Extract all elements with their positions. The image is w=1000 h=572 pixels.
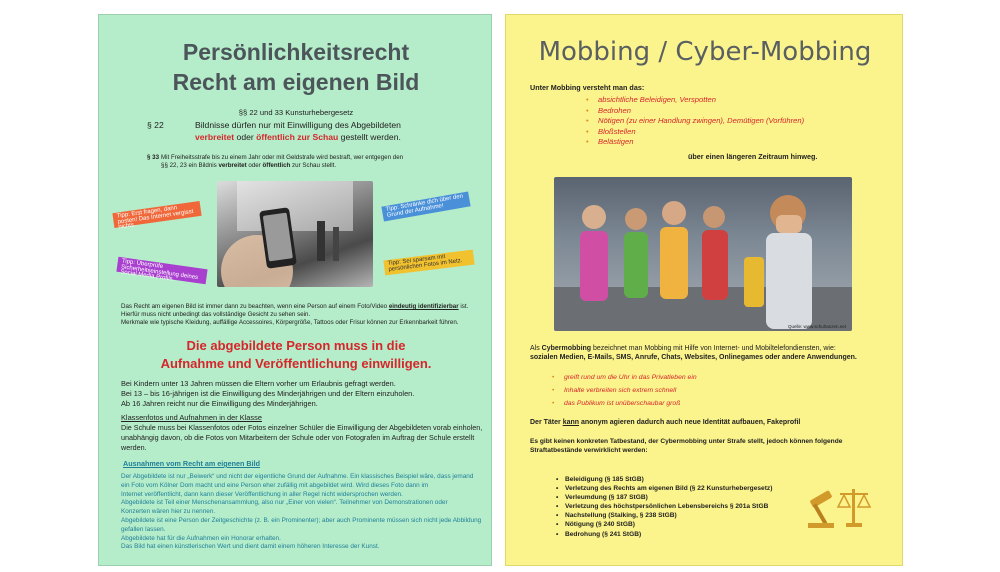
p22-line1: Bildnisse dürfen nur mit Einwilligung des Abgebildeten bbox=[195, 120, 401, 130]
tip-note-blue: Tipp: Schränke dich über den Grund der Aufnahme! bbox=[381, 191, 470, 221]
cyber-list bbox=[552, 371, 697, 410]
identify-line3: Merkmale wie typische Kleidung, auffällige Accessoires, Körpergröße, Tattoos oder Frisur können zur Erkennbarkeit führen. bbox=[121, 319, 459, 326]
p22-number: § 22 bbox=[147, 120, 164, 130]
bullying-photo bbox=[554, 177, 852, 331]
right-title: Mobbing / Cyber-Mobbing bbox=[538, 37, 872, 67]
left-poster bbox=[98, 14, 492, 566]
exception-item: gefallen lassen. bbox=[121, 525, 166, 533]
offense-item: • Verletzung des höchstpersönlichen Lebensbereichs § 201a StGB bbox=[556, 502, 772, 511]
exceptions-list bbox=[121, 473, 483, 552]
identify-line2: Hierfür muss nicht unbedingt das vollständige Gesicht zu sehen sein. bbox=[121, 311, 311, 318]
cyber-item: • greift rund um die Uhr in das Privatleben ein bbox=[552, 371, 697, 384]
p22-red-verbreitet: verbreitet bbox=[195, 132, 235, 142]
p33-number: § 33 bbox=[147, 154, 160, 161]
class-text-line: werden. bbox=[121, 443, 147, 452]
mobbing-item: • absichtliche Beleidigen, Verspotten bbox=[586, 95, 804, 106]
law-heading: §§ 22 und 33 Kunsturhebergesetz bbox=[238, 108, 354, 117]
offense-item: • Nachstellung (Stalking, § 238 StGB) bbox=[556, 511, 772, 520]
mobbing-period: über einen längeren Zeitraum hinweg. bbox=[688, 152, 818, 161]
exception-item: Konzerten wären hier zu nennen. bbox=[121, 508, 216, 516]
photo-credit: Quelle: www.schulranzen.net bbox=[787, 324, 846, 329]
anon-a: Der Täter bbox=[530, 419, 563, 426]
offense-item: • Bedrohung (§ 241 StGB) bbox=[556, 530, 772, 539]
anonymity-line bbox=[530, 419, 800, 426]
exception-item: Internet veröffentlicht, dann kann dieser Veröffentlichung in aller Regel nicht widersprochen werden. bbox=[121, 490, 403, 498]
offenses-list bbox=[556, 475, 772, 539]
mobbing-item: • Nötigen (zu einer Handlung zwingen), Demütigen (Vorführen) bbox=[586, 116, 804, 127]
offense-item: • Verleumdung (§ 187 StGB) bbox=[556, 493, 772, 502]
cyber-item: • Inhalte verbreiten sich extrem schnell bbox=[552, 384, 697, 397]
tip-note-purple: Tipp: Überprüfe Sicherheitseinstellung deines Social Media Profils. bbox=[116, 257, 207, 284]
mobbing-intro: Unter Mobbing versteht man das: bbox=[530, 83, 645, 92]
right-poster bbox=[505, 14, 903, 566]
p33-line1: Mit Freiheitsstrafe bis zu einem Jahr oder mit Geldstrafe wird bestraft, wer entgegen den bbox=[161, 154, 404, 161]
cyber-item: • das Publikum ist unüberschaubar groß bbox=[552, 397, 697, 410]
left-title-line2: Recht am eigenen Bild bbox=[172, 69, 420, 95]
offense-item: • Beleidigung (§ 185 StGB) bbox=[556, 475, 772, 484]
p33-c: oder bbox=[246, 162, 263, 169]
cyber-a: Als bbox=[530, 345, 542, 352]
photo-graphic bbox=[217, 181, 373, 287]
p22-mid: oder bbox=[234, 132, 257, 142]
exception-item: Abgebildete ist Teil einer Menschenansammlung, also nur „Einer von vielen“. Teilnehmer von Demonstrationen oder bbox=[121, 499, 448, 507]
mobbing-item: • Bedrohen bbox=[586, 106, 804, 117]
p33-line2 bbox=[161, 162, 336, 171]
no-law-line1: Es gibt keinen konkreten Tatbestand, der Cybermobbing unter Strafe stellt, jedoch können folgende bbox=[530, 438, 843, 445]
kids-rule-16plus: Ab 16 Jahren reicht nur die Einwilligung des Minderjährigen. bbox=[121, 399, 318, 408]
offense-item: • Nötigung (§ 240 StGB) bbox=[556, 520, 772, 529]
exceptions-heading: Ausnahmen vom Recht am eigenen Bild bbox=[123, 459, 260, 468]
class-photo-heading: Klassenfotos und Aufnahmen in der Klasse bbox=[121, 413, 262, 422]
identify-a: Das Recht am eigenen Bild ist immer dann zu beachten, wenn eine Person auf einem Foto/Video bbox=[121, 303, 389, 310]
exception-item: ein Foto vom Kölner Dom macht und eine Person eher zufällig mit abgebildet wird. Wird dieses Foto dann im bbox=[121, 481, 429, 489]
consent-red-line2: Aufnahme und Veröffentlichung einwilligen. bbox=[160, 356, 432, 371]
p22-end: gestellt werden. bbox=[338, 132, 401, 142]
offense-item: • Verletzung des Rechts am eigenen Bild (§ 22 Kunsturhebergesetz) bbox=[556, 484, 772, 493]
mobbing-item: • Belästigen bbox=[586, 137, 804, 148]
cyber-def-line2: sozialen Medien, E-Mails, SMS, Anrufe, Chats, Websites, Onlinegames oder andere Anwendungen. bbox=[530, 354, 857, 361]
identify-b: eindeutig identifizierbar bbox=[388, 303, 459, 310]
gavel-scales-icon bbox=[808, 485, 874, 529]
no-law-line2: Straftatbestände verwirklicht werden: bbox=[530, 447, 648, 454]
p33-d: öffentlich bbox=[262, 162, 291, 169]
p33-e: zur Schau stellt. bbox=[290, 162, 337, 169]
tip-note-orange: Tipp: Erst fragen, dann posten! Das Internet vergisst nichts. bbox=[112, 201, 201, 228]
cyber-b: Cybermobbing bbox=[541, 345, 592, 352]
bullying-graphic bbox=[554, 177, 852, 331]
anon-c: anonym agieren dadurch auch neue Identität aufbauen, Fakeprofil bbox=[579, 419, 801, 426]
kids-rule-13-16: Bei 13 – bis 16-jährigen ist die Einwilligung des Minderjährigen und der Eltern einzuholen. bbox=[121, 389, 415, 398]
p22-red-schau: öffentlich zur Schau bbox=[256, 132, 339, 142]
kids-rules bbox=[121, 379, 414, 409]
mobbing-item: • Bloßstellen bbox=[586, 127, 804, 138]
exception-item: Abgebildete ist eine Person der Zeitgeschichte (z. B. ein Prominenter); aber auch Prominente müssen sich nicht jede Abbildung bbox=[121, 516, 482, 524]
kids-rule-under13: Bei Kindern unter 13 Jahren müssen die Eltern vorher um Erlaubnis gefragt werden. bbox=[121, 379, 396, 388]
class-photo-text bbox=[121, 423, 482, 453]
exception-item: Abgebildete hat für die Aufnahmen ein Honorar erhalten. bbox=[121, 534, 281, 542]
smartphone-street-photo bbox=[217, 181, 373, 287]
p33-a: §§ 22, 23 ein Bildnis bbox=[161, 162, 219, 169]
consent-red-line1: Die abgebildete Person muss in die bbox=[186, 338, 406, 353]
exception-item: Das Bild hat einen künstlerischen Wert und dient damit einem höheren Interesse der Kunst. bbox=[121, 543, 380, 551]
left-title-line1: Persönlichkeitsrecht bbox=[182, 39, 410, 65]
p33-b: verbreitet bbox=[218, 162, 247, 169]
class-text-line: unabhängig davon, ob die Fotos von Mitarbeitern der Schule oder von Fotografen im Auftrag der Schule erstellt bbox=[121, 433, 475, 442]
p22-line2 bbox=[195, 132, 401, 142]
mobbing-list bbox=[586, 95, 804, 148]
class-text-line: Die Schule muss bei Klassenfotos oder Fotos einzelner Schüler die Einwilligung der Abgebildeten vorab einholen, bbox=[121, 423, 483, 432]
cyber-def-line1 bbox=[530, 345, 836, 352]
cyber-c: bezeichnet man Mobbing mit Hilfe von Internet- und Mobiltelefondiensten, wie: bbox=[591, 345, 836, 352]
anon-b: kann bbox=[562, 419, 580, 426]
tip-note-yellow: Tipp: Sei sparsam mit persönlichen Fotos im Netz. bbox=[383, 250, 474, 276]
exception-item: Der Abgebildete ist nur „Beiwerk“ und nicht der eigentliche Grund der Aufnahme. Ein klassisches Beispiel wäre, dass jemand bbox=[121, 473, 474, 480]
identify-c: ist. bbox=[458, 303, 469, 310]
